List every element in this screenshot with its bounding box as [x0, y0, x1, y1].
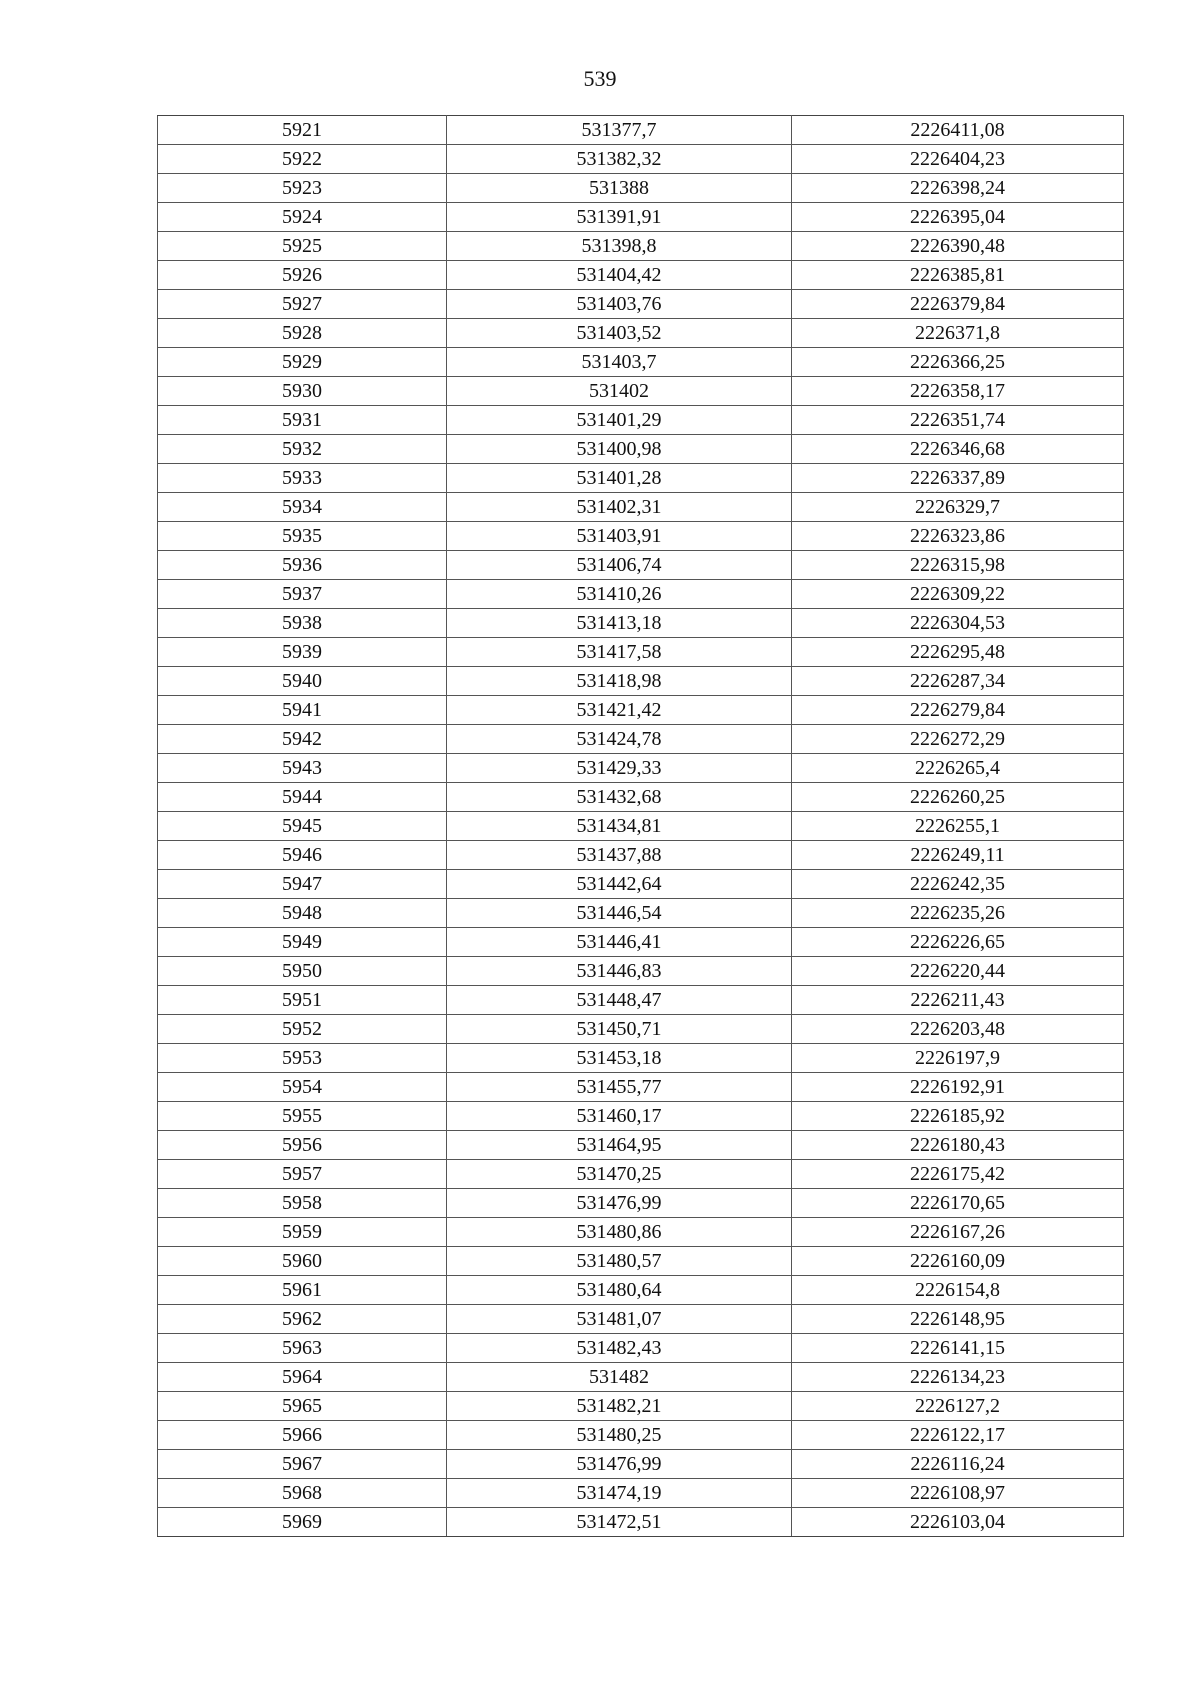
- y-coordinate-cell: 2226226,65: [792, 928, 1124, 957]
- point-number-cell: 5948: [158, 899, 447, 928]
- table-row: [158, 1189, 1124, 1218]
- x-coordinate-cell: 531413,18: [447, 609, 792, 638]
- point-number-cell: 5946: [158, 841, 447, 870]
- y-coordinate-cell: 2226272,29: [792, 725, 1124, 754]
- x-coordinate-cell: 531476,99: [447, 1189, 792, 1218]
- x-coordinate-cell: 531455,77: [447, 1073, 792, 1102]
- x-coordinate-cell: 531400,98: [447, 435, 792, 464]
- x-coordinate-cell: 531446,83: [447, 957, 792, 986]
- table-row: [158, 1015, 1124, 1044]
- y-coordinate-cell: 2226185,92: [792, 1102, 1124, 1131]
- point-number-cell: 5944: [158, 783, 447, 812]
- point-number-cell: 5927: [158, 290, 447, 319]
- x-coordinate-cell: 531464,95: [447, 1131, 792, 1160]
- point-number-cell: 5968: [158, 1479, 447, 1508]
- point-number-cell: 5921: [158, 116, 447, 145]
- table-row: [158, 899, 1124, 928]
- table-row: [158, 261, 1124, 290]
- coordinates-table: [157, 115, 1124, 1537]
- x-coordinate-cell: 531417,58: [447, 638, 792, 667]
- x-coordinate-cell: 531403,91: [447, 522, 792, 551]
- point-number-cell: 5961: [158, 1276, 447, 1305]
- point-number-cell: 5969: [158, 1508, 447, 1537]
- y-coordinate-cell: 2226116,24: [792, 1450, 1124, 1479]
- point-number-cell: 5956: [158, 1131, 447, 1160]
- x-coordinate-cell: 531402,31: [447, 493, 792, 522]
- table-row: [158, 1305, 1124, 1334]
- point-number-cell: 5931: [158, 406, 447, 435]
- x-coordinate-cell: 531482,21: [447, 1392, 792, 1421]
- y-coordinate-cell: 2226211,43: [792, 986, 1124, 1015]
- x-coordinate-cell: 531404,42: [447, 261, 792, 290]
- point-number-cell: 5966: [158, 1421, 447, 1450]
- x-coordinate-cell: 531388: [447, 174, 792, 203]
- table-row: [158, 667, 1124, 696]
- x-coordinate-cell: 531437,88: [447, 841, 792, 870]
- table-row: [158, 551, 1124, 580]
- point-number-cell: 5940: [158, 667, 447, 696]
- y-coordinate-cell: 2226122,17: [792, 1421, 1124, 1450]
- x-coordinate-cell: 531424,78: [447, 725, 792, 754]
- y-coordinate-cell: 2226255,1: [792, 812, 1124, 841]
- table-row: [158, 1508, 1124, 1537]
- y-coordinate-cell: 2226148,95: [792, 1305, 1124, 1334]
- x-coordinate-cell: 531432,68: [447, 783, 792, 812]
- x-coordinate-cell: 531434,81: [447, 812, 792, 841]
- point-number-cell: 5929: [158, 348, 447, 377]
- point-number-cell: 5949: [158, 928, 447, 957]
- y-coordinate-cell: 2226108,97: [792, 1479, 1124, 1508]
- table-row: [158, 638, 1124, 667]
- x-coordinate-cell: 531429,33: [447, 754, 792, 783]
- x-coordinate-cell: 531401,29: [447, 406, 792, 435]
- point-number-cell: 5962: [158, 1305, 447, 1334]
- x-coordinate-cell: 531480,64: [447, 1276, 792, 1305]
- point-number-cell: 5958: [158, 1189, 447, 1218]
- point-number-cell: 5941: [158, 696, 447, 725]
- table-row: [158, 377, 1124, 406]
- point-number-cell: 5925: [158, 232, 447, 261]
- table-row: [158, 1276, 1124, 1305]
- table-row: [158, 841, 1124, 870]
- y-coordinate-cell: 2226154,8: [792, 1276, 1124, 1305]
- point-number-cell: 5924: [158, 203, 447, 232]
- x-coordinate-cell: 531482,43: [447, 1334, 792, 1363]
- point-number-cell: 5936: [158, 551, 447, 580]
- table-row: [158, 580, 1124, 609]
- y-coordinate-cell: 2226260,25: [792, 783, 1124, 812]
- x-coordinate-cell: 531398,8: [447, 232, 792, 261]
- table-row: [158, 609, 1124, 638]
- table-row: [158, 1479, 1124, 1508]
- table-row: [158, 1363, 1124, 1392]
- y-coordinate-cell: 2226134,23: [792, 1363, 1124, 1392]
- table-row: [158, 696, 1124, 725]
- x-coordinate-cell: 531453,18: [447, 1044, 792, 1073]
- point-number-cell: 5933: [158, 464, 447, 493]
- point-number-cell: 5934: [158, 493, 447, 522]
- table-row: [158, 348, 1124, 377]
- y-coordinate-cell: 2226287,34: [792, 667, 1124, 696]
- table-row: [158, 870, 1124, 899]
- x-coordinate-cell: 531480,57: [447, 1247, 792, 1276]
- table-row: [158, 1450, 1124, 1479]
- point-number-cell: 5959: [158, 1218, 447, 1247]
- y-coordinate-cell: 2226175,42: [792, 1160, 1124, 1189]
- y-coordinate-cell: 2226127,2: [792, 1392, 1124, 1421]
- table-row: [158, 493, 1124, 522]
- point-number-cell: 5935: [158, 522, 447, 551]
- y-coordinate-cell: 2226279,84: [792, 696, 1124, 725]
- y-coordinate-cell: 2226249,11: [792, 841, 1124, 870]
- x-coordinate-cell: 531450,71: [447, 1015, 792, 1044]
- y-coordinate-cell: 2226197,9: [792, 1044, 1124, 1073]
- y-coordinate-cell: 2226103,04: [792, 1508, 1124, 1537]
- y-coordinate-cell: 2226192,91: [792, 1073, 1124, 1102]
- table-row: [158, 1334, 1124, 1363]
- table-row: [158, 1392, 1124, 1421]
- point-number-cell: 5943: [158, 754, 447, 783]
- y-coordinate-cell: 2226351,74: [792, 406, 1124, 435]
- x-coordinate-cell: 531403,7: [447, 348, 792, 377]
- x-coordinate-cell: 531482: [447, 1363, 792, 1392]
- y-coordinate-cell: 2226235,26: [792, 899, 1124, 928]
- table-row: [158, 812, 1124, 841]
- y-coordinate-cell: 2226180,43: [792, 1131, 1124, 1160]
- table-row: [158, 464, 1124, 493]
- point-number-cell: 5937: [158, 580, 447, 609]
- point-number-cell: 5950: [158, 957, 447, 986]
- point-number-cell: 5939: [158, 638, 447, 667]
- x-coordinate-cell: 531402: [447, 377, 792, 406]
- x-coordinate-cell: 531446,54: [447, 899, 792, 928]
- table-row: [158, 725, 1124, 754]
- y-coordinate-cell: 2226411,08: [792, 116, 1124, 145]
- point-number-cell: 5926: [158, 261, 447, 290]
- point-number-cell: 5923: [158, 174, 447, 203]
- y-coordinate-cell: 2226295,48: [792, 638, 1124, 667]
- table-row: [158, 174, 1124, 203]
- point-number-cell: 5930: [158, 377, 447, 406]
- y-coordinate-cell: 2226323,86: [792, 522, 1124, 551]
- table-row: [158, 116, 1124, 145]
- point-number-cell: 5963: [158, 1334, 447, 1363]
- x-coordinate-cell: 531377,7: [447, 116, 792, 145]
- x-coordinate-cell: 531403,52: [447, 319, 792, 348]
- x-coordinate-cell: 531448,47: [447, 986, 792, 1015]
- x-coordinate-cell: 531382,32: [447, 145, 792, 174]
- x-coordinate-cell: 531442,64: [447, 870, 792, 899]
- table-row: [158, 1160, 1124, 1189]
- table-row: [158, 1421, 1124, 1450]
- coordinates-table-body: [158, 116, 1124, 1537]
- y-coordinate-cell: 2226309,22: [792, 580, 1124, 609]
- y-coordinate-cell: 2226390,48: [792, 232, 1124, 261]
- x-coordinate-cell: 531446,41: [447, 928, 792, 957]
- point-number-cell: 5955: [158, 1102, 447, 1131]
- x-coordinate-cell: 531401,28: [447, 464, 792, 493]
- table-row: [158, 203, 1124, 232]
- table-row: [158, 957, 1124, 986]
- x-coordinate-cell: 531474,19: [447, 1479, 792, 1508]
- y-coordinate-cell: 2226315,98: [792, 551, 1124, 580]
- table-row: [158, 986, 1124, 1015]
- x-coordinate-cell: 531472,51: [447, 1508, 792, 1537]
- point-number-cell: 5952: [158, 1015, 447, 1044]
- y-coordinate-cell: 2226170,65: [792, 1189, 1124, 1218]
- y-coordinate-cell: 2226358,17: [792, 377, 1124, 406]
- table-row: [158, 783, 1124, 812]
- y-coordinate-cell: 2226265,4: [792, 754, 1124, 783]
- y-coordinate-cell: 2226203,48: [792, 1015, 1124, 1044]
- point-number-cell: 5967: [158, 1450, 447, 1479]
- point-number-cell: 5947: [158, 870, 447, 899]
- table-row: [158, 754, 1124, 783]
- x-coordinate-cell: 531410,26: [447, 580, 792, 609]
- x-coordinate-cell: 531460,17: [447, 1102, 792, 1131]
- y-coordinate-cell: 2226329,7: [792, 493, 1124, 522]
- x-coordinate-cell: 531421,42: [447, 696, 792, 725]
- page-number: 539: [583, 66, 617, 91]
- y-coordinate-cell: 2226304,53: [792, 609, 1124, 638]
- point-number-cell: 5928: [158, 319, 447, 348]
- point-number-cell: 5965: [158, 1392, 447, 1421]
- table-row: [158, 1073, 1124, 1102]
- table-row: [158, 1131, 1124, 1160]
- x-coordinate-cell: 531403,76: [447, 290, 792, 319]
- y-coordinate-cell: 2226346,68: [792, 435, 1124, 464]
- y-coordinate-cell: 2226242,35: [792, 870, 1124, 899]
- table-row: [158, 145, 1124, 174]
- x-coordinate-cell: 531406,74: [447, 551, 792, 580]
- table-row: [158, 319, 1124, 348]
- point-number-cell: 5938: [158, 609, 447, 638]
- x-coordinate-cell: 531391,91: [447, 203, 792, 232]
- y-coordinate-cell: 2226141,15: [792, 1334, 1124, 1363]
- y-coordinate-cell: 2226404,23: [792, 145, 1124, 174]
- y-coordinate-cell: 2226160,09: [792, 1247, 1124, 1276]
- table-row: [158, 1218, 1124, 1247]
- point-number-cell: 5954: [158, 1073, 447, 1102]
- y-coordinate-cell: 2226167,26: [792, 1218, 1124, 1247]
- y-coordinate-cell: 2226337,89: [792, 464, 1124, 493]
- x-coordinate-cell: 531418,98: [447, 667, 792, 696]
- table-row: [158, 435, 1124, 464]
- x-coordinate-cell: 531481,07: [447, 1305, 792, 1334]
- y-coordinate-cell: 2226366,25: [792, 348, 1124, 377]
- y-coordinate-cell: 2226398,24: [792, 174, 1124, 203]
- point-number-cell: 5922: [158, 145, 447, 174]
- table-row: [158, 1102, 1124, 1131]
- point-number-cell: 5951: [158, 986, 447, 1015]
- table-row: [158, 1247, 1124, 1276]
- y-coordinate-cell: 2226385,81: [792, 261, 1124, 290]
- table-row: [158, 290, 1124, 319]
- y-coordinate-cell: 2226379,84: [792, 290, 1124, 319]
- point-number-cell: 5942: [158, 725, 447, 754]
- table-row: [158, 1044, 1124, 1073]
- table-row: [158, 522, 1124, 551]
- table-row: [158, 232, 1124, 261]
- y-coordinate-cell: 2226395,04: [792, 203, 1124, 232]
- table-row: [158, 406, 1124, 435]
- x-coordinate-cell: 531476,99: [447, 1450, 792, 1479]
- y-coordinate-cell: 2226220,44: [792, 957, 1124, 986]
- point-number-cell: 5964: [158, 1363, 447, 1392]
- point-number-cell: 5945: [158, 812, 447, 841]
- table-row: [158, 928, 1124, 957]
- y-coordinate-cell: 2226371,8: [792, 319, 1124, 348]
- x-coordinate-cell: 531480,25: [447, 1421, 792, 1450]
- point-number-cell: 5957: [158, 1160, 447, 1189]
- x-coordinate-cell: 531470,25: [447, 1160, 792, 1189]
- x-coordinate-cell: 531480,86: [447, 1218, 792, 1247]
- point-number-cell: 5932: [158, 435, 447, 464]
- point-number-cell: 5953: [158, 1044, 447, 1073]
- point-number-cell: 5960: [158, 1247, 447, 1276]
